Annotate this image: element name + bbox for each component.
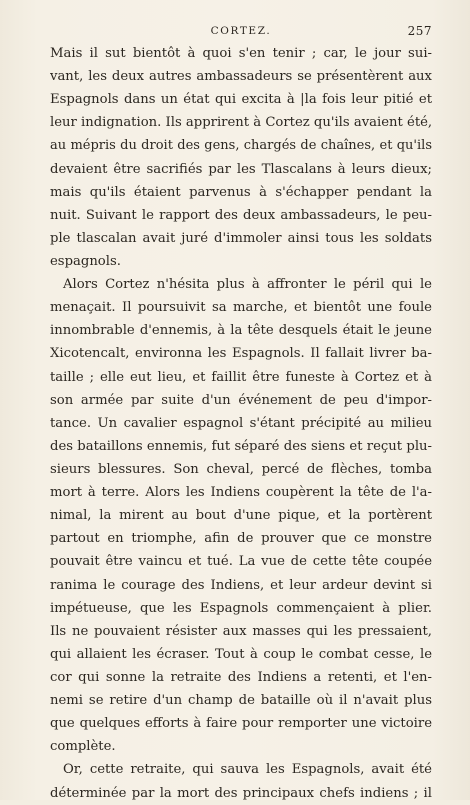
text-line: impétueuse, que les Espagnols commençaient à plier. xyxy=(50,600,432,616)
paragraph-first-line: Or, cette retraite, qui sauva les Espagnols, avait été xyxy=(63,762,432,778)
text-line: nimal, la mirent au bout d'une pique, et la portèrent xyxy=(50,508,432,524)
text-line: qui allaient les écraser. Tout à coup le combat cesse, le xyxy=(50,646,432,662)
text-line: au mépris du droit des gens, chargés de chaînes, et qu'ils xyxy=(50,138,432,154)
text-line: Ils ne pouvaient résister aux masses qui les pressaient, xyxy=(50,623,432,639)
body-text xyxy=(50,42,432,805)
text-line: devaient être sacrifiés par les Tlascalans à leurs dieux; xyxy=(50,161,432,177)
text-line: menaçait. Il poursuivit sa marche, et bientôt une foule xyxy=(50,300,432,316)
text-line: sieurs blessures. Son cheval, percé de flèches, tomba xyxy=(50,461,432,477)
page-header xyxy=(50,22,432,42)
text-line: partout en triomphe, afin de prouver que ce monstre xyxy=(50,531,432,547)
text-line: tance. Un cavalier espagnol s'étant précipité au milieu xyxy=(50,415,432,431)
text-line: innombrable d'ennemis, à la tête desquels était le jeune xyxy=(50,323,432,339)
paragraph-first-line: Alors Cortez n'hésita plus à affronter le péril qui le xyxy=(63,277,432,293)
running-title: CORTEZ. xyxy=(210,25,272,37)
text-line: espagnols. xyxy=(50,253,121,269)
text-line: nuit. Suivant le rapport des deux ambassadeurs, le peu- xyxy=(50,207,432,223)
text-line: ranima le courage des Indiens, et leur ardeur devint si xyxy=(50,577,432,593)
text-line: vant, les deux autres ambassadeurs se présentèrent aux xyxy=(50,69,432,85)
text-line: nemi se retire d'un champ de bataille où il n'avait plus xyxy=(50,693,432,709)
text-line: son armée par suite d'un événement de peu d'impor- xyxy=(50,392,432,408)
text-line: des bataillons ennemis, fut séparé des siens et reçut plu- xyxy=(50,438,432,454)
text-line: leur indignation. Ils apprirent à Cortez qu'ils avaient été, xyxy=(50,115,432,131)
text-line: Mais il sut bientôt à quoi s'en tenir ; car, le jour sui- xyxy=(50,46,432,61)
text-line: pouvait être vaincu et tué. La vue de cette tête coupée xyxy=(50,554,432,570)
text-line: Xicotencalt, environna les Espagnols. Il fallait livrer ba- xyxy=(50,346,432,362)
text-line: Espagnols dans un état qui excita à |la fois leur pitié et xyxy=(50,92,432,108)
text-line: taille ; elle eut lieu, et faillit être funeste à Cortez et à xyxy=(50,369,432,385)
text-line: mais qu'ils étaient parvenus à s'échapper pendant la xyxy=(50,184,432,200)
text-line: mort à terre. Alors les Indiens coupèrent la tête de l'a- xyxy=(50,485,432,501)
text-line: complète. xyxy=(50,739,116,755)
text-line: ple tlascalan avait juré d'immoler ainsi tous les soldats xyxy=(50,230,432,246)
text-line: que quelques efforts à faire pour remporter une victoire xyxy=(50,716,432,732)
text-line: déterminée par la mort des principaux chefs indiens ; il xyxy=(50,785,432,801)
page-number: 257 xyxy=(407,24,432,38)
text-line: cor qui sonne la retraite des Indiens a retenti, et l'en- xyxy=(50,669,432,685)
